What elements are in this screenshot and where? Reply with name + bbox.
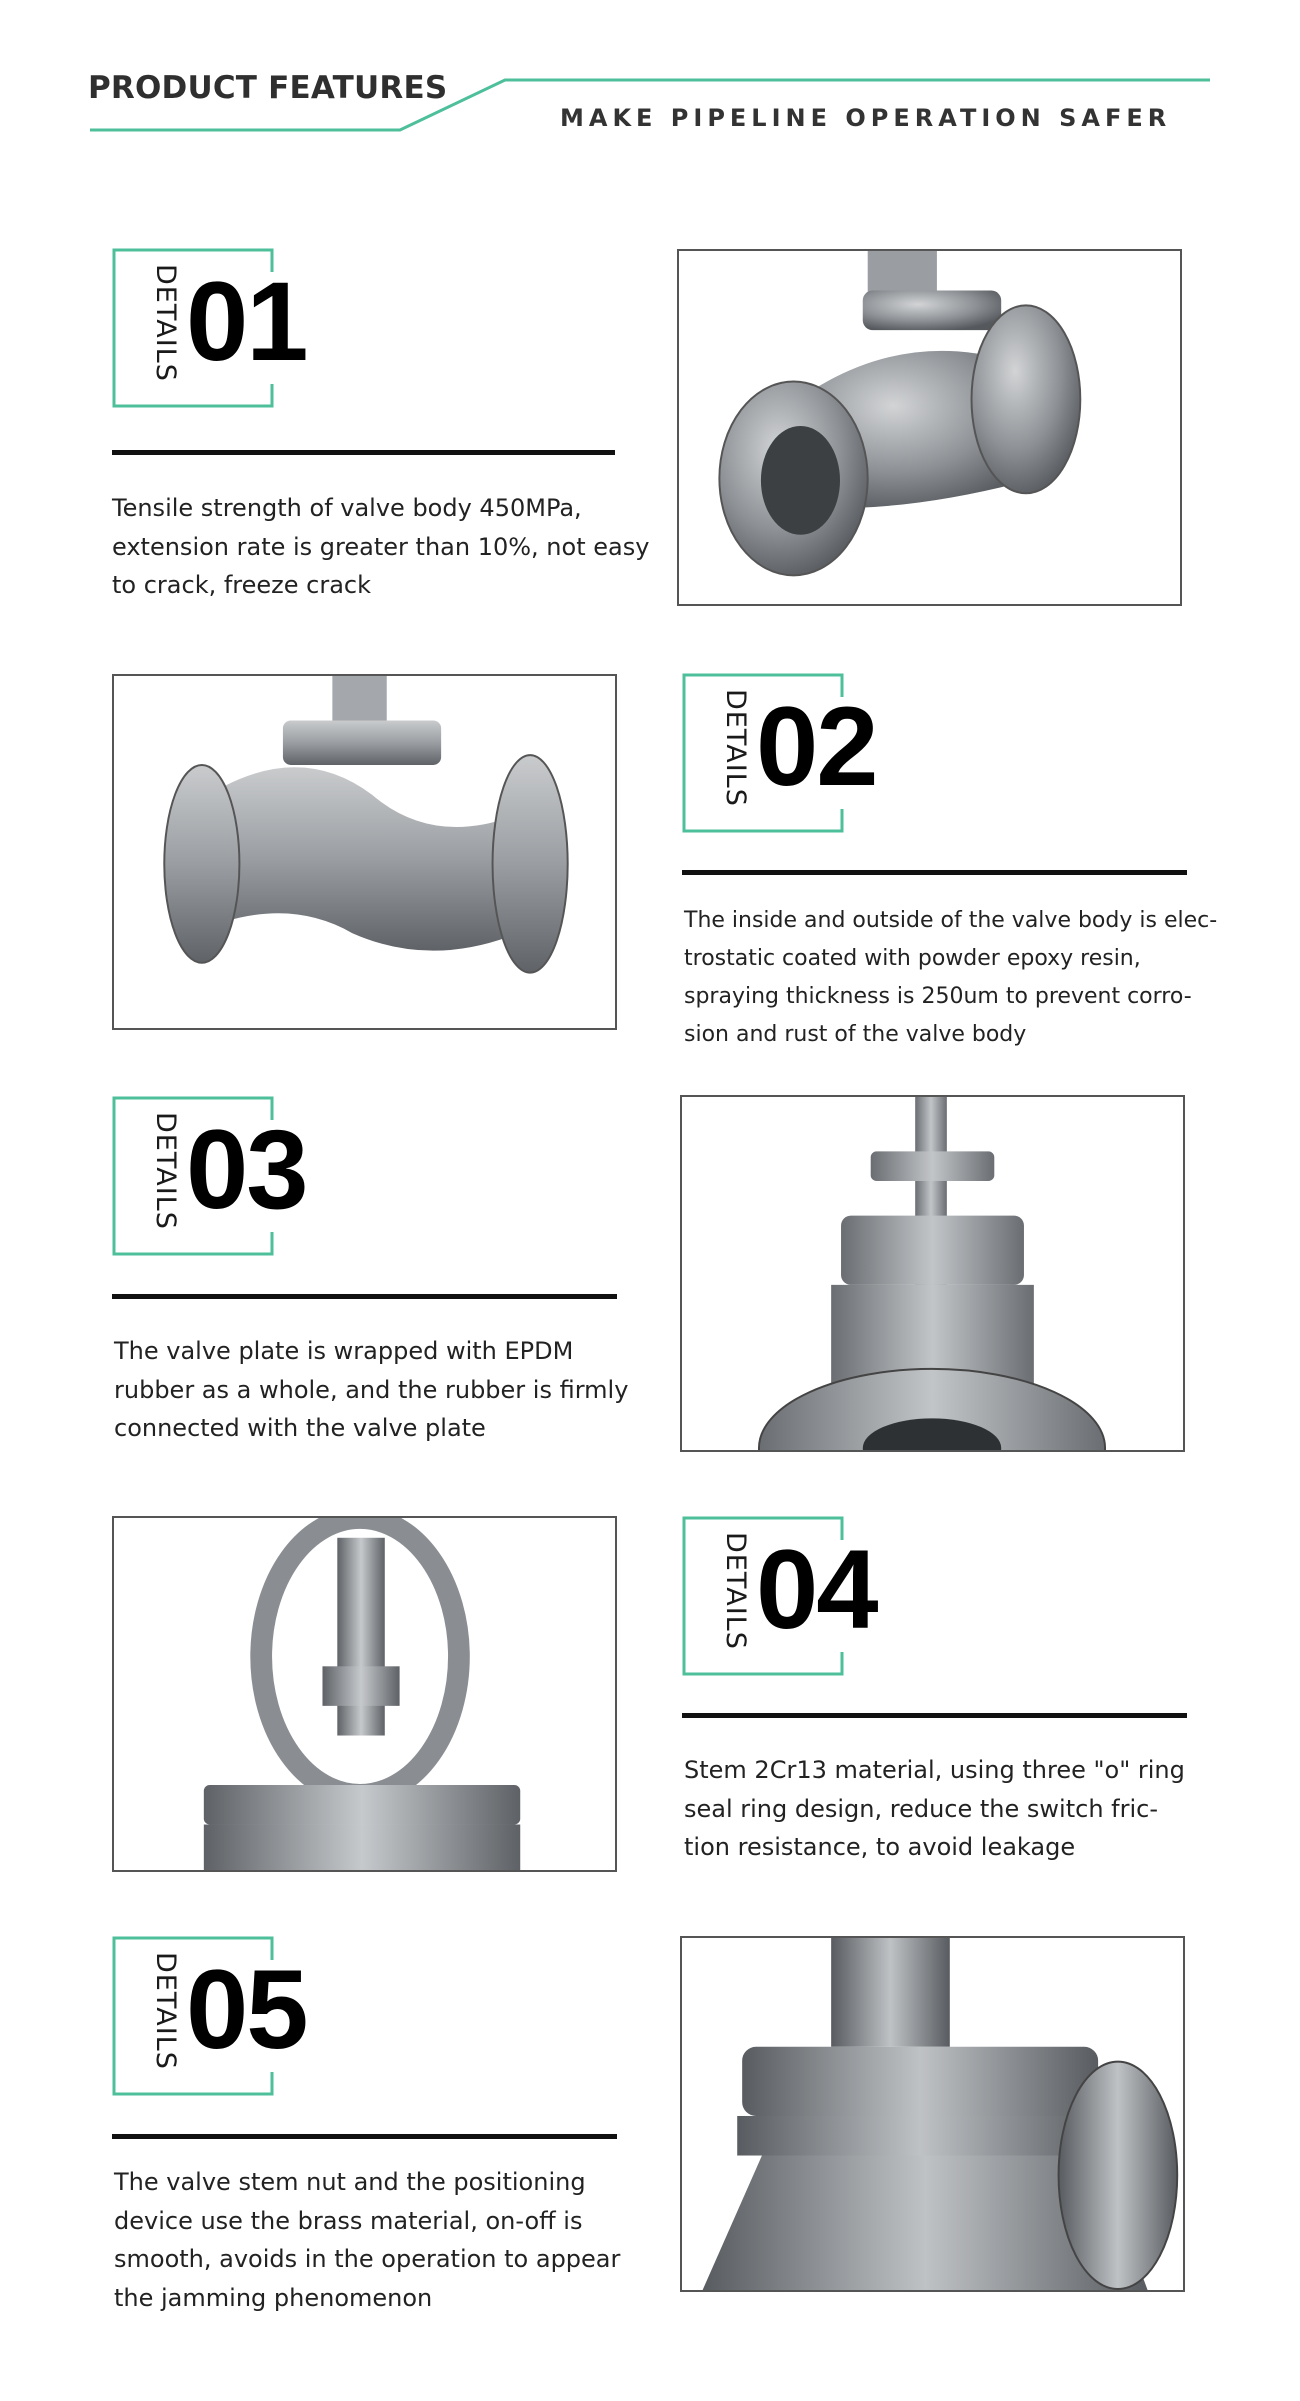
details-label: DETAILS <box>150 1112 181 1230</box>
details-number: 01 <box>186 259 307 384</box>
details-description-05: The valve stem nut and the positioning device use the brass material, on-off is smooth, avoids in the operation to appear the jamming phenomenon <box>114 2168 621 2312</box>
page-title: PRODUCT FEATURES <box>88 70 448 106</box>
details-description-03: The valve plate is wrapped with EPDM rubber as a whole, and the rubber is firmly connected with the valve plate <box>114 1337 629 1442</box>
details-description-02: The inside and outside of the valve body is elec- trostatic coated with powder epoxy resin, spraying thickness is 250um to prevent corro- sion and rust of the valve body <box>684 908 1218 1047</box>
section-divider <box>682 870 1187 875</box>
section-divider <box>112 450 615 455</box>
details-badge-05 <box>112 1936 307 2096</box>
valve-photo-03 <box>680 1095 1185 1452</box>
details-number: 03 <box>186 1107 307 1232</box>
valve-photo-05 <box>680 1936 1185 2292</box>
valve-photo-02 <box>112 674 617 1030</box>
valve-photo-04 <box>112 1516 617 1872</box>
valve-bonnet-image <box>682 1097 1183 1450</box>
details-label: DETAILS <box>720 689 751 807</box>
details-label: DETAILS <box>150 264 181 382</box>
details-number: 04 <box>756 1527 877 1652</box>
valve-body-image <box>114 676 615 1028</box>
details-label: DETAILS <box>150 1952 181 2070</box>
details-badge-04 <box>682 1516 877 1676</box>
valve-body-image <box>679 251 1180 604</box>
section-divider <box>682 1713 1187 1718</box>
details-label: DETAILS <box>720 1532 751 1650</box>
details-number: 02 <box>756 684 877 809</box>
section-divider <box>112 1294 617 1299</box>
page-subtitle: MAKE PIPELINE OPERATION SAFER <box>560 104 1172 132</box>
valve-stem-image <box>114 1518 615 1870</box>
details-description-01: Tensile strength of valve body 450MPa, extension rate is greater than 10%, not easy to crack, freeze crack <box>112 494 650 599</box>
details-description-04: Stem 2Cr13 material, using three "o" ring seal ring design, reduce the switch fric- tion resistance, to avoid leakage <box>684 1756 1185 1861</box>
valve-photo-01 <box>677 249 1182 606</box>
details-badge-01 <box>112 248 307 408</box>
details-number: 05 <box>186 1947 307 2072</box>
section-divider <box>112 2134 617 2139</box>
valve-bonnet-closeup-image <box>682 1938 1183 2290</box>
details-badge-02 <box>682 673 877 833</box>
details-badge-03 <box>112 1096 307 1256</box>
